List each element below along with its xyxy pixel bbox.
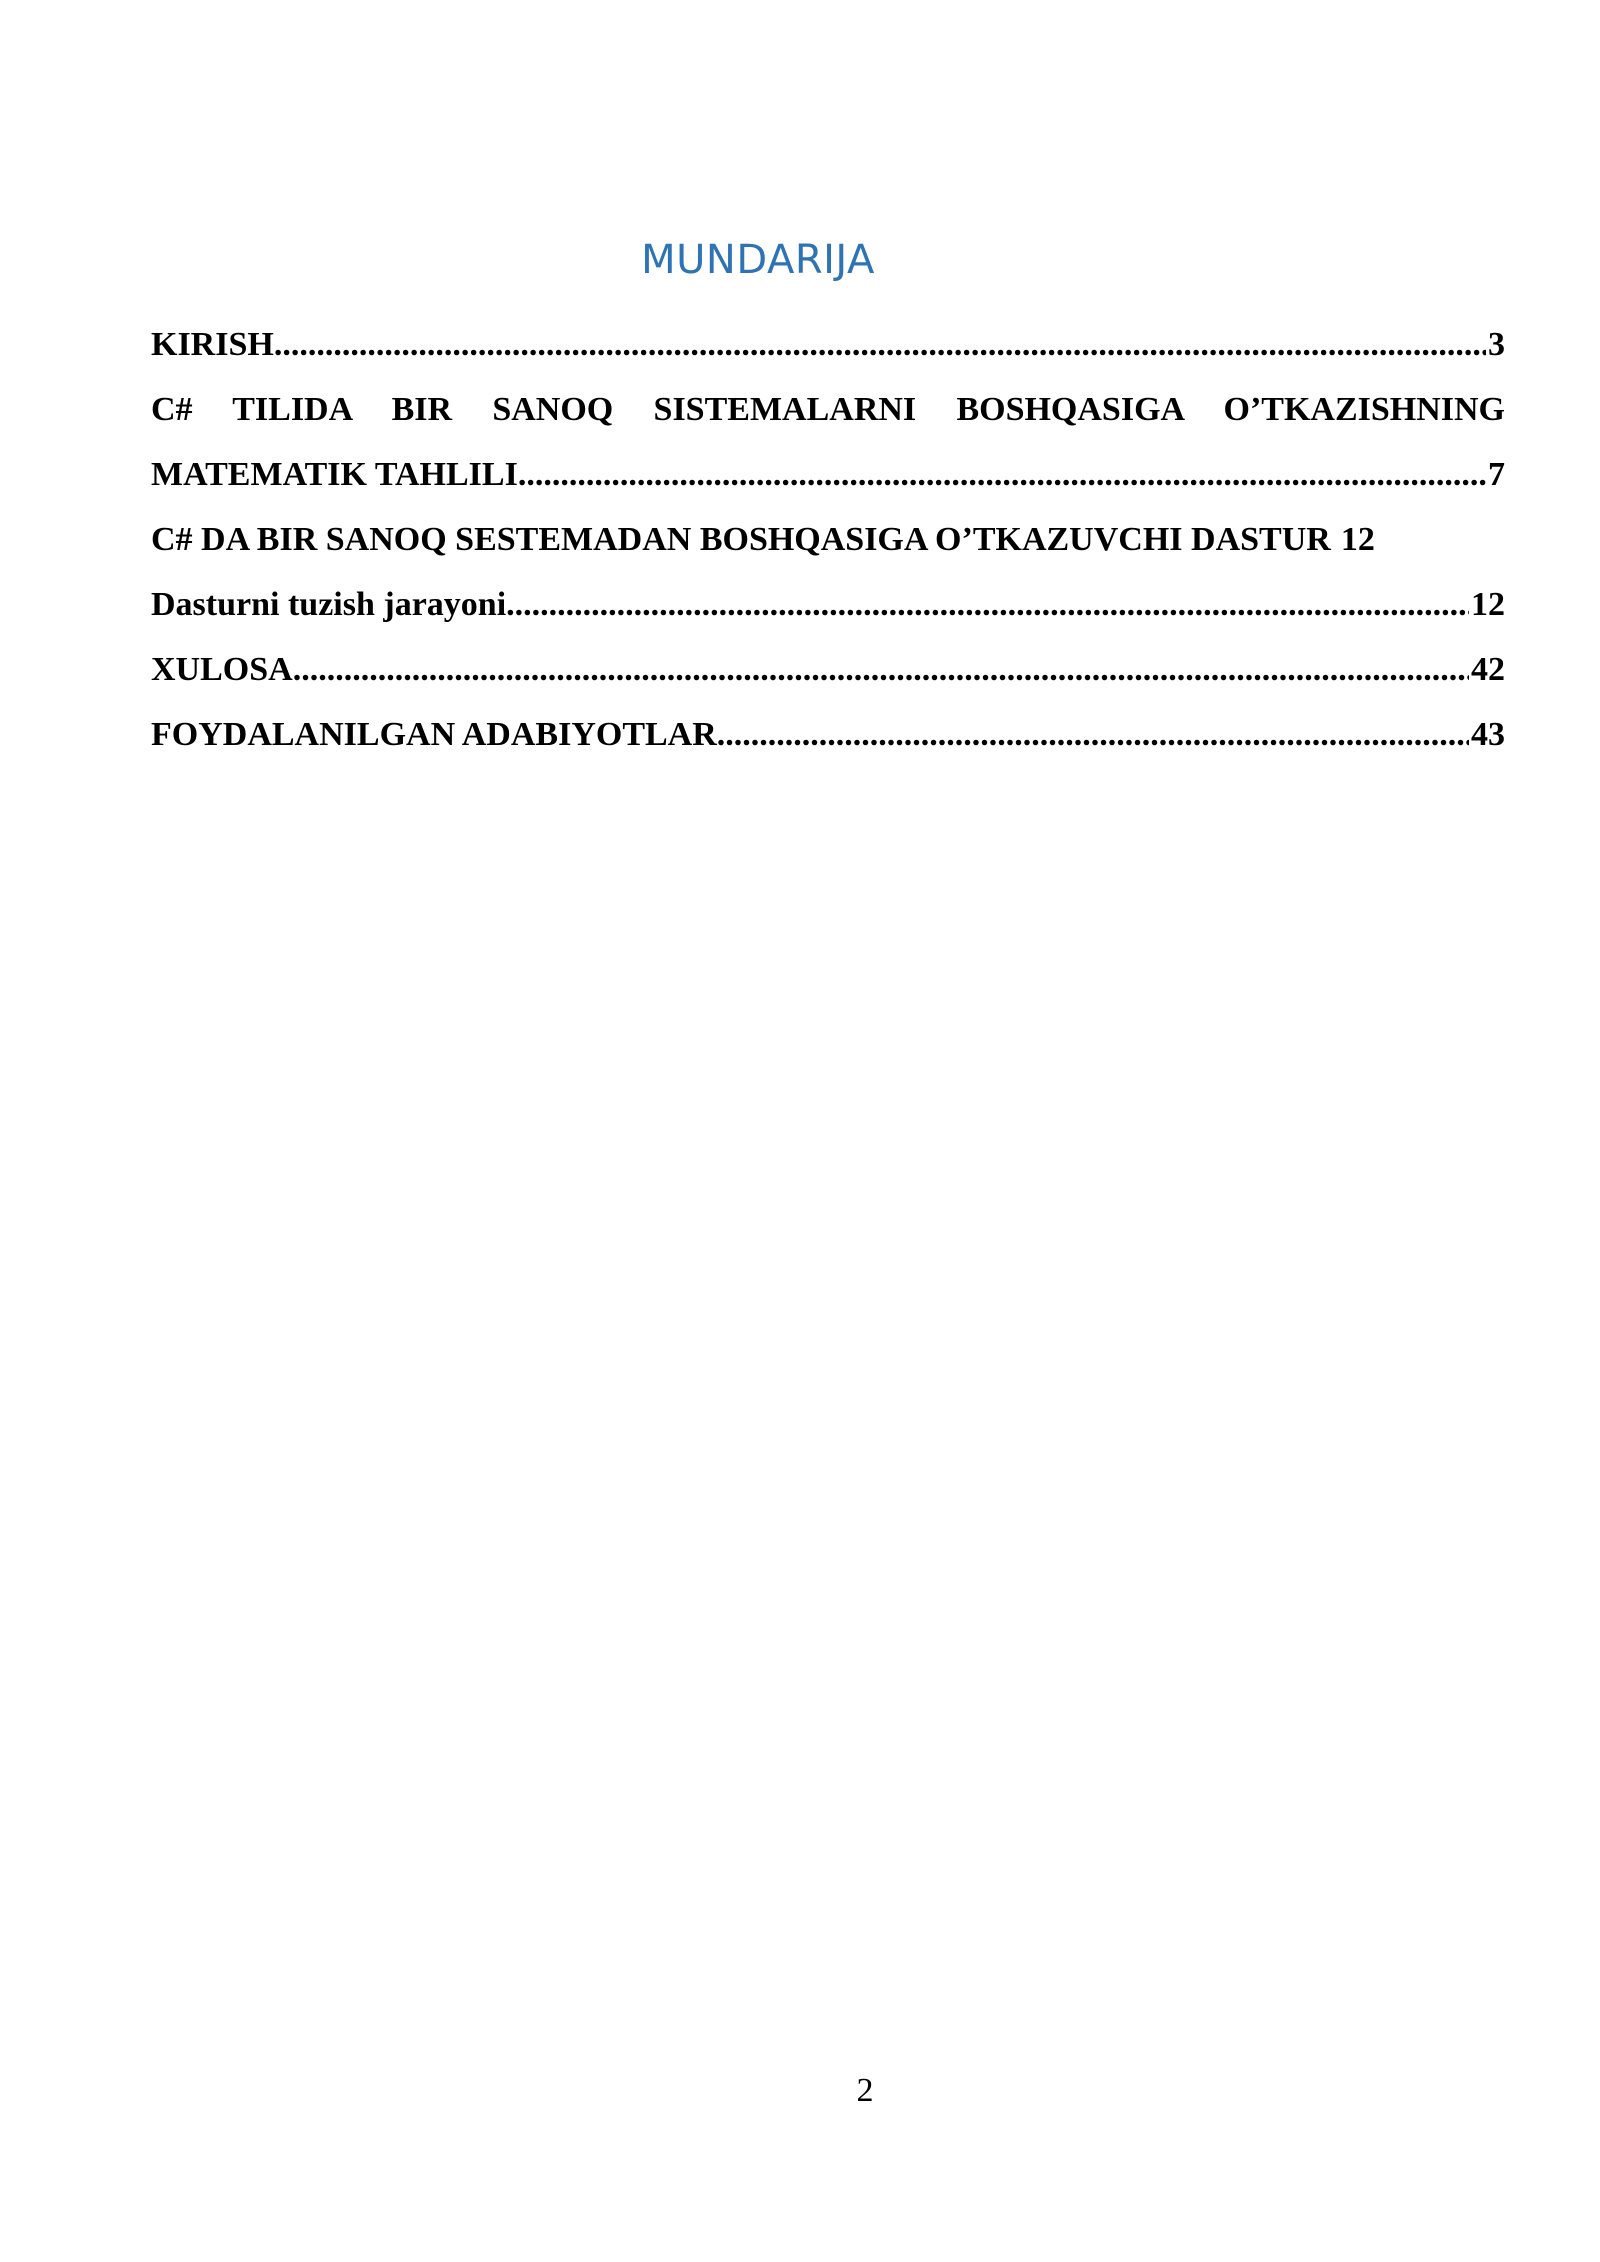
toc-entry-page: 12	[1471, 586, 1505, 623]
toc-entry-matematik-tahlili[interactable]	[151, 442, 1505, 507]
toc-entry-label: FOYDALANILGAN ADABIYOTLAR	[151, 716, 717, 753]
toc-entry-page: 42	[1471, 651, 1505, 688]
dot-leader	[717, 702, 1469, 767]
toc-entry-label: XULOSA	[151, 651, 293, 688]
dot-leader	[293, 637, 1469, 702]
toc-entry-label: Dasturni tuzish jarayoni	[151, 586, 507, 623]
toc-entry-page: 43	[1471, 716, 1505, 753]
toc-entry-xulosa[interactable]	[151, 637, 1505, 702]
toc-title: MUNDARIJA	[641, 237, 875, 283]
toc-entry-kirish[interactable]	[151, 312, 1505, 377]
dot-leader	[506, 572, 1469, 637]
toc-entry-page: 12	[1340, 521, 1375, 558]
toc-entry-label: KIRISH	[151, 326, 274, 363]
toc-entry-page: 3	[1488, 326, 1505, 363]
table-of-contents	[151, 312, 1505, 767]
toc-entry-label: C# DA BIR SANOQ SESTEMADAN BOSHQASIGA O’TKAZUVCHI DASTUR	[151, 521, 1331, 558]
toc-entry-adabiyotlar[interactable]	[151, 702, 1505, 767]
toc-entry-page: 7	[1488, 456, 1505, 493]
dot-leader	[518, 442, 1486, 507]
dot-leader	[274, 312, 1486, 377]
toc-entry-label: C# TILIDA BIR SANOQ SISTEMALARNI BOSHQASIGA O’TKAZISHNING	[151, 391, 1505, 428]
toc-entry-dastur[interactable]	[151, 507, 1505, 572]
toc-entry-dasturni-tuzish[interactable]	[151, 572, 1505, 637]
toc-entry-matematik-tahlili-line1[interactable]	[151, 377, 1505, 442]
page-number: 2	[856, 2072, 874, 2109]
toc-entry-label: MATEMATIK TAHLILI	[151, 456, 518, 493]
